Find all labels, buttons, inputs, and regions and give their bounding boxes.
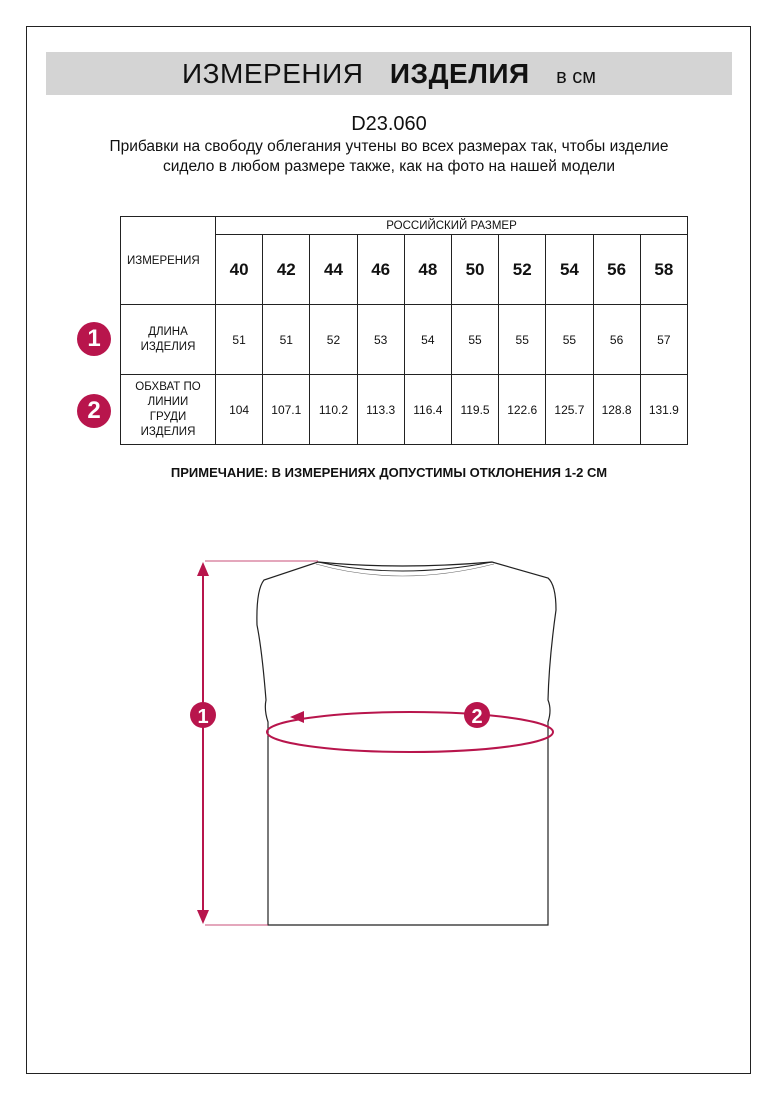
size-group-label: РОССИЙСКИЙ РАЗМЕР	[216, 217, 688, 235]
table-cell: 113.3	[357, 375, 404, 445]
description: Прибавки на свободу облегания учтены во всех размерах так, чтобы изделие сидело в любом размере также, как на фото на нашей модели	[109, 138, 669, 175]
table-cell: 107.1	[263, 375, 310, 445]
size-header: 56	[593, 235, 640, 305]
table-cell: 128.8	[593, 375, 640, 445]
length-marker-label: 1	[197, 706, 209, 728]
size-header: 46	[357, 235, 404, 305]
table-cell: 125.7	[546, 375, 593, 445]
garment-diagram	[0, 540, 778, 960]
table-cell: 54	[404, 305, 451, 375]
size-header: 52	[499, 235, 546, 305]
length-arrow-top	[197, 562, 209, 576]
length-badge: 1	[77, 322, 111, 356]
table-cell: 57	[640, 305, 687, 375]
garment-outline	[257, 562, 556, 925]
table-cell: 56	[593, 305, 640, 375]
length-arrow-bottom	[197, 910, 209, 924]
size-header: 44	[310, 235, 357, 305]
size-header: 58	[640, 235, 687, 305]
chest-marker-label: 2	[471, 706, 483, 728]
table-cell: 119.5	[451, 375, 498, 445]
title-regular: ИЗМЕРЕНИЯ	[182, 58, 364, 89]
row-label-chest: ОБХВАТ ПО ЛИНИИ ГРУДИ ИЗДЕЛИЯ	[121, 375, 216, 445]
table-cell: 122.6	[499, 375, 546, 445]
size-header: 42	[263, 235, 310, 305]
table-cell: 52	[310, 305, 357, 375]
size-table	[120, 216, 688, 445]
table-cell: 55	[546, 305, 593, 375]
table-cell: 53	[357, 305, 404, 375]
size-header: 48	[404, 235, 451, 305]
table-cell: 51	[216, 305, 263, 375]
table-cell: 55	[499, 305, 546, 375]
size-header: 40	[216, 235, 263, 305]
title-bold: ИЗДЕЛИЯ	[389, 58, 530, 89]
title-unit: в см	[556, 66, 596, 88]
table-cell: 104	[216, 375, 263, 445]
table-cell: 51	[263, 305, 310, 375]
chest-badge: 2	[77, 394, 111, 428]
article-code: D23.060	[351, 113, 427, 135]
table-cell: 110.2	[310, 375, 357, 445]
size-header: 50	[451, 235, 498, 305]
size-header: 54	[546, 235, 593, 305]
corner-label: ИЗМЕРЕНИЯ	[121, 217, 216, 305]
table-cell: 116.4	[404, 375, 451, 445]
title-banner	[46, 52, 732, 95]
row-label-length: ДЛИНА ИЗДЕЛИЯ	[121, 305, 216, 375]
table-cell: 131.9	[640, 375, 687, 445]
chest-ellipse	[267, 712, 553, 752]
measurement-note: ПРИМЕЧАНИЕ: В ИЗМЕРЕНИЯХ ДОПУСТИМЫ ОТКЛОНЕНИЯ 1-2 СМ	[170, 465, 608, 480]
table-cell: 55	[451, 305, 498, 375]
